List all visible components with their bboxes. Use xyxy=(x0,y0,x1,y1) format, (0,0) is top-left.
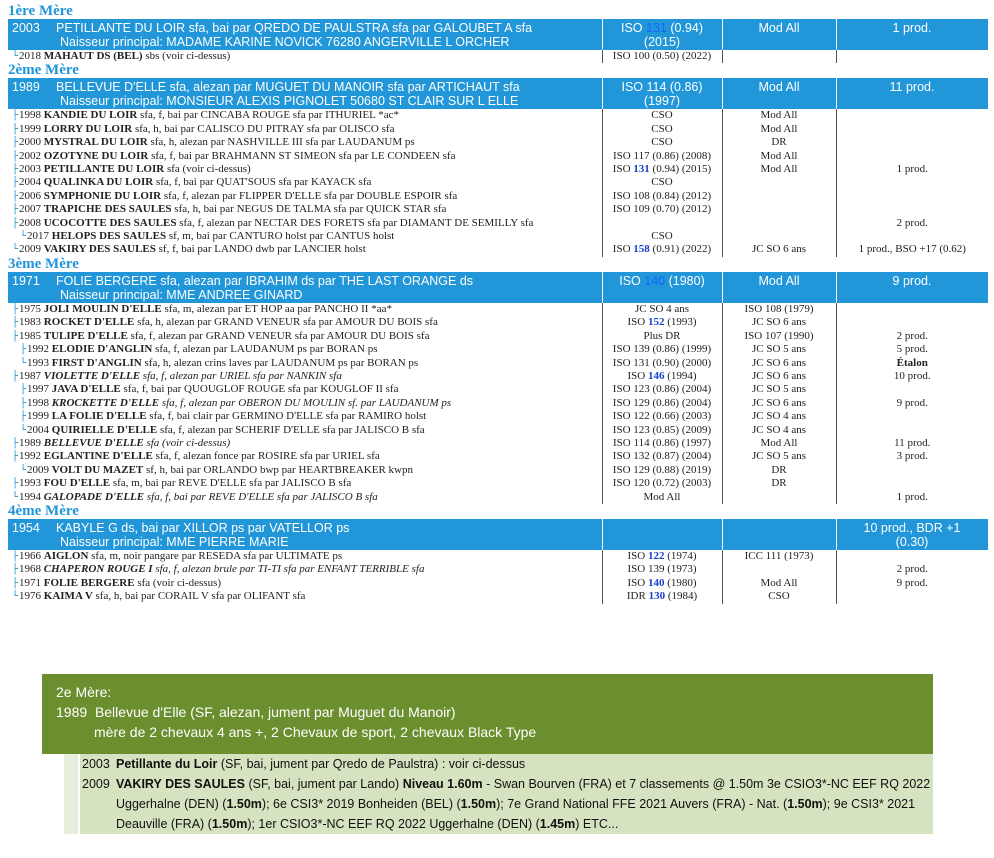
mere-table xyxy=(8,519,989,604)
mere-header xyxy=(8,19,988,50)
produit-name[interactable]: AIGLON xyxy=(43,549,89,562)
produit-prod: 1 prod. xyxy=(896,490,928,503)
produit-prod xyxy=(836,150,988,163)
produit-desc: sfa, f, bai par CINCABA ROUGE sfa par ITHURIEL *ac* xyxy=(137,109,399,122)
produit-year: 2002 xyxy=(19,149,44,162)
tree-connector-icon: └ xyxy=(20,231,27,243)
produit-year: 1993 xyxy=(27,356,52,369)
produit-desc: sfa, h, alezan par GRAND VENEUR sfa par AMOUR DU BOIS sfa xyxy=(134,316,438,329)
produit-discipline: JC SO 5 ans xyxy=(722,383,836,396)
produit-name[interactable]: SYMPHONIE DU LOIR xyxy=(43,189,162,202)
produit-row xyxy=(8,136,988,149)
tree-connector-icon: ├ xyxy=(12,577,19,589)
produit-discipline: JC SO 5 ans xyxy=(722,343,836,356)
produit-name[interactable]: TULIPE D'ELLE xyxy=(43,329,128,342)
mere-prod: 10 prod., BDR +1 (0.30) xyxy=(836,519,988,550)
produit-year: 1983 xyxy=(19,316,44,329)
produit-desc: sfa, f, alezan par SCHERIF D'ELLE sfa par JALISCO B sfa xyxy=(157,423,425,436)
produit-discipline: DR xyxy=(722,136,836,149)
produit-desc: sfa, f, bai par QUAT'SOUS sfa par KAYACK sfa xyxy=(153,176,372,189)
mere-header xyxy=(8,78,988,109)
produit-name[interactable]: UCOCOTTE DES SAULES xyxy=(43,216,177,229)
produit-iso: ISO 152 (1993) xyxy=(602,316,722,329)
produit-desc: sfa, f, alezan fonce par ROSIRE sfa par URIEL sfa xyxy=(152,450,380,463)
tree-connector-icon: ├ xyxy=(12,451,19,463)
produit-row xyxy=(8,190,988,203)
produit-year: 1989 xyxy=(19,436,44,449)
produit-iso: CSO xyxy=(602,230,722,243)
produit-year: 1985 xyxy=(19,329,44,342)
produit-name[interactable]: MYSTRAL DU LOIR xyxy=(43,136,148,149)
produit-prod: 9 prod. xyxy=(896,396,928,409)
produit-row xyxy=(8,357,988,370)
produit-prod xyxy=(836,203,988,216)
mere-prod: 9 prod. xyxy=(836,272,988,303)
naisseur: Naisseur principal: MME ANDREE GINARD xyxy=(60,287,303,302)
tree-connector-icon: ├ xyxy=(12,123,19,135)
mere-year: 1971 xyxy=(12,273,40,288)
produit-row xyxy=(8,163,988,176)
produit-desc: sfa, f, alezan par GRAND VENEUR sfa par AMOUR DU BOIS sfa xyxy=(127,329,430,342)
produit-discipline: Mod All xyxy=(722,150,836,163)
produit-row xyxy=(8,150,988,163)
produit-prod xyxy=(836,464,988,477)
produit-iso: ISO 100 (0.50) (2022) xyxy=(602,50,722,63)
produit-name[interactable]: JAVA D'ELLE xyxy=(51,383,121,396)
produit-iso: CSO xyxy=(602,123,722,136)
mere-name[interactable]: FOLIE BERGERE sfa, alezan par IBRAHIM ds par THE LAST ORANGE ds xyxy=(56,273,474,288)
produit-name[interactable]: FOLIE BERGERE xyxy=(43,576,135,589)
produit-desc: sfa, h, alezan par NASHVILLE III sfa par LAUDANUM ps xyxy=(147,136,415,149)
produit-prod xyxy=(836,550,988,563)
produit-discipline: Mod All xyxy=(722,577,836,590)
produit-row xyxy=(8,410,988,423)
produit-iso: CSO xyxy=(602,176,722,189)
produit-row xyxy=(8,316,988,329)
produit-name[interactable]: VOLT DU MAZET xyxy=(51,463,144,476)
produit-row xyxy=(8,577,988,590)
produit-name[interactable]: MAHAUT DS (BEL) xyxy=(43,50,143,62)
tree-connector-icon: ├ xyxy=(20,344,27,356)
tree-connector-icon: ├ xyxy=(12,564,19,576)
tree-connector-icon: ├ xyxy=(12,110,19,122)
produit-year: 1998 xyxy=(19,109,44,122)
mere-name[interactable]: KABYLE G ds, bai par XILLOR ps par VATELLOR ps xyxy=(56,520,350,535)
produit-desc: sfa (voir ci-dessus) xyxy=(164,163,251,176)
produit-discipline xyxy=(722,563,836,576)
produit-name[interactable]: CHAPERON ROUGE I xyxy=(43,563,153,576)
produit-discipline: Mod All xyxy=(722,123,836,136)
produit-name[interactable]: KANDIE DU LOIR xyxy=(43,109,138,122)
produit-prod xyxy=(836,410,988,423)
produit-prod xyxy=(836,590,988,603)
produit-prod xyxy=(836,424,988,437)
tree-connector-icon: ├ xyxy=(12,330,19,342)
produit-row xyxy=(8,176,988,189)
produit-iso: ISO 131 (0.90) (2000) xyxy=(602,357,722,370)
produit-discipline xyxy=(722,176,836,189)
mere-title: 2ème Mère xyxy=(8,62,79,79)
produit-discipline: JC SO 6 ans xyxy=(722,243,836,256)
mere-year: 2003 xyxy=(12,21,40,35)
produit-desc: sfa, m, bai par REVE D'ELLE sfa par JALISCO B sfa xyxy=(110,477,352,490)
summary-entry: 2003 Petillante du Loir (SF, bai, jument par Qredo de Paulstra) : voir ci-dessus xyxy=(82,757,526,771)
produit-prod: 2 prod. xyxy=(896,216,928,229)
produit-desc: sfa (voir ci-dessus) xyxy=(134,576,222,589)
produit-desc: sfa, h, bai par NEGUS DE TALMA sfa par QUICK STAR sfa xyxy=(171,203,447,216)
produit-discipline: JC SO 4 ans xyxy=(722,424,836,437)
produit-iso: JC SO 4 ans xyxy=(602,303,722,316)
produit-discipline: Mod All xyxy=(722,437,836,450)
summary-entry: 2009 VAKIRY DES SAULES (SF, bai, jument par Lando) Niveau 1.60m - Swan Bourven (FRA) et 7 classements @ 1.50m 3e CSIO3*-NC EEF RQ 2022 xyxy=(82,777,931,791)
produit-year: 1968 xyxy=(19,563,44,576)
tree-connector-icon: ├ xyxy=(20,397,27,409)
produit-name[interactable]: QUALINKA DU LOIR xyxy=(43,176,154,189)
produit-desc: sfa, m, noir pangare par RESEDA sfa par ULTIMATE ps xyxy=(88,549,343,562)
produit-year: 1994 xyxy=(19,490,44,503)
tree-connector-icon: ├ xyxy=(12,177,19,189)
mere-iso: ISO 140 (1980) xyxy=(602,272,722,303)
produit-row xyxy=(8,464,988,477)
produit-discipline xyxy=(722,50,836,63)
produit-year: 1975 xyxy=(19,302,44,315)
produit-desc: sfa, f, alezan par LAUDANUM ps par BORAN ps xyxy=(152,343,378,356)
produit-name[interactable]: VIOLETTE D'ELLE xyxy=(43,369,141,382)
produit-year: 2000 xyxy=(19,136,44,149)
produit-desc: sfa, f, alezan par URIEL sfa par NANKIN sfa xyxy=(140,369,342,382)
produit-year: 2006 xyxy=(19,189,44,202)
produit-year: 1976 xyxy=(19,590,44,603)
produit-prod xyxy=(836,316,988,329)
mere-iso xyxy=(602,519,722,550)
produit-row xyxy=(8,50,988,63)
produit-name[interactable]: OZOTYNE DU LOIR xyxy=(43,149,149,162)
mere-title: 1ère Mère xyxy=(8,3,73,19)
tree-connector-icon: ├ xyxy=(12,217,19,229)
produit-discipline: JC SO 4 ans xyxy=(722,410,836,423)
produit-desc: sfa, f, alezan brule par TI-TI sfa par ENFANT TERRIBLE sfa xyxy=(152,563,425,576)
produit-name[interactable]: ROCKET D'ELLE xyxy=(43,316,135,329)
produit-desc: sfa, f, bai par REVE D'ELLE sfa par JALISCO B sfa xyxy=(144,490,378,503)
produit-iso: ISO 139 (0.86) (1999) xyxy=(602,343,722,356)
produit-year: 2004 xyxy=(19,176,44,189)
produit-prod: 1 prod. xyxy=(896,163,928,176)
produit-prod: 11 prod. xyxy=(894,436,931,449)
produit-iso: ISO 146 (1994) xyxy=(602,370,722,383)
tree-connector-icon: ├ xyxy=(12,164,19,176)
produit-name[interactable]: VAKIRY DES SAULES xyxy=(43,243,156,256)
produit-year: 2017 xyxy=(27,230,52,243)
produit-desc: sfa, f, alezan par OBERON DU MOULIN sf. par LAUDANUM ps xyxy=(159,396,452,409)
tree-connector-icon: └ xyxy=(12,244,19,256)
mere-table xyxy=(8,272,989,504)
summary-entries xyxy=(80,754,933,834)
produit-name[interactable]: ELODIE D'ANGLIN xyxy=(51,343,153,356)
pedigree-tables xyxy=(8,4,988,604)
mere-header xyxy=(8,519,988,550)
tree-connector-icon: └ xyxy=(12,491,19,503)
produit-iso: Plus DR xyxy=(602,330,722,343)
produit-iso xyxy=(602,217,722,230)
naisseur: Naisseur principal: MME PIERRE MARIE xyxy=(60,534,289,549)
produit-row xyxy=(8,203,988,216)
produit-prod: 9 prod. xyxy=(896,576,928,589)
produit-discipline xyxy=(722,203,836,216)
produit-row xyxy=(8,383,988,396)
mere-title: 4ème Mère xyxy=(8,502,79,519)
produit-discipline: Mod All xyxy=(722,109,836,122)
produit-discipline: JC SO 6 ans xyxy=(722,397,836,410)
produit-iso: ISO 158 (0.91) (2022) xyxy=(602,243,722,256)
produit-desc: sfa, h, bai par CORAIL V sfa par OLIFANT sfa xyxy=(92,590,306,603)
produit-prod xyxy=(836,136,988,149)
produit-year: 1987 xyxy=(19,369,44,382)
produit-discipline: ICC 111 (1973) xyxy=(722,550,836,563)
produit-name[interactable]: PETILLANTE DU LOIR xyxy=(43,163,165,176)
tree-connector-icon: ├ xyxy=(12,204,19,216)
produit-desc: sfa (voir ci-dessus) xyxy=(143,436,231,449)
produit-discipline: ISO 107 (1990) xyxy=(722,330,836,343)
produit-prod xyxy=(836,477,988,490)
produit-iso: ISO 123 (0.85) (2009) xyxy=(602,424,722,437)
tree-connector-icon: ├ xyxy=(12,550,19,562)
mere-header xyxy=(8,272,988,303)
produit-name[interactable]: FIRST D'ANGLIN xyxy=(51,356,142,369)
tree-connector-icon: ├ xyxy=(20,384,27,396)
tree-connector-icon: ├ xyxy=(12,478,19,490)
produit-discipline xyxy=(722,230,836,243)
produit-row xyxy=(8,330,988,343)
produit-row xyxy=(8,437,988,450)
produit-row xyxy=(8,397,988,410)
mere-discipline: Mod All xyxy=(722,78,836,109)
summary-panel xyxy=(42,674,933,834)
produit-prod xyxy=(836,123,988,136)
produit-desc: sf, h, bai par ORLANDO bwp par HEARTBREAKER kwpn xyxy=(143,463,413,476)
produit-iso: ISO 109 (0.70) (2012) xyxy=(602,203,722,216)
produit-prod xyxy=(836,190,988,203)
tree-connector-icon: └ xyxy=(20,357,27,369)
produit-row xyxy=(8,370,988,383)
produit-row xyxy=(8,230,988,243)
produit-discipline xyxy=(722,217,836,230)
tree-connector-icon: ├ xyxy=(12,317,19,329)
produit-discipline: DR xyxy=(722,464,836,477)
produit-iso: ISO 123 (0.86) (2004) xyxy=(602,383,722,396)
produit-row xyxy=(8,491,988,504)
summary-horse: Bellevue d'Elle (SF, alezan, jument par Muguet du Manoir) xyxy=(94,704,456,720)
produit-name[interactable]: KROCKETTE D'ELLE xyxy=(51,396,160,409)
tree-connector-icon: ├ xyxy=(12,137,19,149)
produit-iso: ISO 122 (0.66) (2003) xyxy=(602,410,722,423)
produit-year: 2008 xyxy=(19,216,44,229)
produit-desc: sf, f, bai par LANDO dwb par LANCIER holst xyxy=(155,243,366,256)
produit-desc: sfa, f, bai clair par GERMINO D'ELLE sfa par RAMIRO holst xyxy=(146,410,427,423)
produit-discipline: ISO 108 (1979) xyxy=(722,303,836,316)
produit-discipline: JC SO 5 ans xyxy=(722,450,836,463)
produit-name[interactable]: EGLANTINE D'ELLE xyxy=(43,450,153,463)
produit-name[interactable]: FOU D'ELLE xyxy=(43,477,111,490)
produit-discipline xyxy=(722,491,836,504)
produit-year: 1997 xyxy=(27,383,52,396)
produit-iso: ISO 129 (0.88) (2019) xyxy=(602,464,722,477)
produit-row xyxy=(8,477,988,490)
produit-year: 2003 xyxy=(19,163,44,176)
produit-iso: ISO 131 (0.94) (2015) xyxy=(602,163,722,176)
produit-name[interactable]: QUIRIELLE D'ELLE xyxy=(51,423,158,436)
produit-prod xyxy=(836,383,988,396)
tree-connector-icon: ├ xyxy=(12,190,19,202)
produit-desc: sfa, h, bai par CALISCO DU PITRAY sfa par OLISCO sfa xyxy=(132,122,395,135)
mere-name[interactable]: PETILLANTE DU LOIR sfa, bai par QREDO DE PAULSTRA sfa par GALOUBET A sfa xyxy=(56,21,533,35)
produit-iso: ISO 132 (0.87) (2004) xyxy=(602,450,722,463)
produit-prod: 3 prod. xyxy=(896,450,928,463)
produit-row xyxy=(8,109,988,122)
produit-desc: sfa, f, bai par QUOUGLOF ROUGE sfa par KOUGLOF II sfa xyxy=(120,383,399,396)
produit-iso: IDR 130 (1984) xyxy=(602,590,722,603)
produit-iso: CSO xyxy=(602,136,722,149)
produit-year: 2007 xyxy=(19,203,44,216)
produit-row xyxy=(8,123,988,136)
produit-prod: 1 prod., BSO +17 (0.62) xyxy=(858,243,966,256)
produit-year: 1971 xyxy=(19,576,44,589)
naisseur: Naisseur principal: MONSIEUR ALEXIS PIGNOLET 50680 ST CLAIR SUR L ELLE xyxy=(60,94,519,109)
tree-connector-icon: └ xyxy=(12,591,19,603)
produit-iso: ISO 140 (1980) xyxy=(602,577,722,590)
produit-discipline: JC SO 6 ans xyxy=(722,357,836,370)
produit-prod xyxy=(836,109,988,122)
naisseur: Naisseur principal: MADAME KARINE NOVICK 76280 ANGERVILLE L ORCHER xyxy=(60,35,510,49)
tree-connector-icon: ├ xyxy=(12,437,19,449)
summary-stats: mère de 2 chevaux 4 ans +, 2 Chevaux de sport, 2 chevaux Black Type xyxy=(94,724,537,740)
summary-year: 1989 xyxy=(56,704,88,720)
summary-entry-cont: Deauville (FRA) (1.50m); 1er CSIO3*-NC EEF RQ 2022 Uggerhalne (DEN) (1.45m) ETC... xyxy=(116,817,619,831)
produit-row xyxy=(8,217,988,230)
produit-iso: Mod All xyxy=(602,491,722,504)
tree-connector-icon: └ xyxy=(20,424,27,436)
produit-desc: sf, m, bai par CANTURO holst par CANTUS holst xyxy=(166,230,395,243)
produit-discipline: Mod All xyxy=(722,163,836,176)
produit-row xyxy=(8,590,988,603)
tree-connector-icon: ├ xyxy=(20,411,27,423)
produit-desc: sfa, f, bai par BRAHMANN ST SIMEON sfa par LE CONDEEN sfa xyxy=(148,149,456,162)
mere-year: 1954 xyxy=(12,520,40,535)
produit-name[interactable]: TRAPICHE DES SAULES xyxy=(43,203,172,216)
tree-connector-icon: └ xyxy=(12,51,19,62)
produit-year: 1998 xyxy=(27,396,52,409)
mere-prod: 1 prod. xyxy=(836,19,988,50)
tree-connector-icon: ├ xyxy=(12,303,19,315)
mere-discipline: Mod All xyxy=(722,19,836,50)
produit-row xyxy=(8,424,988,437)
mere-iso: ISO 131 (0.94) (2015) xyxy=(602,19,722,50)
produit-year: 2009 xyxy=(19,243,44,256)
produit-year: 2004 xyxy=(27,423,52,436)
produit-year: 1999 xyxy=(27,410,52,423)
produit-iso: ISO 129 (0.86) (2004) xyxy=(602,397,722,410)
produit-name[interactable]: JOLI MOULIN D'ELLE xyxy=(43,302,162,315)
produit-prod: 2 prod. xyxy=(896,329,928,342)
summary-label: 2e Mère: xyxy=(56,684,112,700)
summary-entry-cont: Uggerhalne (DEN) (1.50m); 6e CSI3* 2019 Bonheiden (BEL) (1.50m); 7e Grand National FFE 2021 Auvers (FRA) - Nat. (1.50m); 9e CSI3* 2021 xyxy=(116,797,916,811)
mere-discipline xyxy=(722,519,836,550)
produit-year: 1966 xyxy=(19,549,44,562)
mere-prod: 11 prod. xyxy=(836,78,988,109)
produit-prod xyxy=(836,176,988,189)
produit-discipline: DR xyxy=(722,477,836,490)
produit-prod xyxy=(836,50,988,63)
produit-iso: ISO 114 (0.86) (1997) xyxy=(602,437,722,450)
mere-table xyxy=(8,78,989,256)
produit-iso: ISO 117 (0.86) (2008) xyxy=(602,150,722,163)
produit-desc: sfa, f, alezan par FLIPPER D'ELLE sfa par DOUBLE ESPOIR sfa xyxy=(161,189,458,202)
tree-connector-icon: └ xyxy=(20,464,27,476)
produit-discipline xyxy=(722,190,836,203)
mere-discipline: Mod All xyxy=(722,272,836,303)
produit-desc: sfa, m, alezan par ET HOP aa par PANCHO II *aa* xyxy=(161,302,392,315)
produit-year: 1993 xyxy=(19,477,44,490)
mere-table xyxy=(8,19,989,63)
tree-connector-icon: ├ xyxy=(12,370,19,382)
produit-year: 2009 xyxy=(27,463,52,476)
produit-row xyxy=(8,550,988,563)
produit-name[interactable]: KAIMA V xyxy=(43,590,93,603)
produit-prod: 10 prod. xyxy=(893,369,931,382)
produit-iso: CSO xyxy=(602,109,722,122)
produit-year: 2018 xyxy=(19,50,44,62)
produit-row xyxy=(8,563,988,576)
produit-year: 1999 xyxy=(19,122,44,135)
produit-row xyxy=(8,243,988,256)
produit-iso: ISO 122 (1974) xyxy=(602,550,722,563)
produit-prod: 5 prod. xyxy=(896,343,928,356)
mere-name[interactable]: BELLEVUE D'ELLE sfa, alezan par MUGUET DU MANOIR sfa par ARTICHAUT sfa xyxy=(56,80,520,95)
produit-iso: ISO 108 (0.84) (2012) xyxy=(602,190,722,203)
produit-iso: ISO 139 (1973) xyxy=(602,563,722,576)
produit-name[interactable]: HELOPS DES SAULES xyxy=(51,230,167,243)
produit-year: 1992 xyxy=(19,450,44,463)
produit-name[interactable]: GALOPADE D'ELLE xyxy=(43,490,145,503)
produit-iso: ISO 120 (0.72) (2003) xyxy=(602,477,722,490)
produit-desc: sfa, h, alezan crins laves par LAUDANUM ps par BORAN ps xyxy=(141,356,419,369)
produit-row xyxy=(8,343,988,356)
produit-row xyxy=(8,450,988,463)
produit-desc: sbs (voir ci-dessus) xyxy=(142,50,231,62)
tree-connector-icon: ├ xyxy=(12,150,19,162)
produit-name[interactable]: LORRY DU LOIR xyxy=(43,122,133,135)
produit-discipline: CSO xyxy=(722,590,836,603)
produit-prod xyxy=(836,303,988,316)
mere-iso: ISO 114 (0.86) (1997) xyxy=(602,78,722,109)
produit-desc: sfa, f, alezan par NECTAR DES FORETS sfa par DIAMANT DE SEMILLY sfa xyxy=(176,216,534,229)
produit-year: 1992 xyxy=(27,343,52,356)
produit-prod: 2 prod. xyxy=(896,563,928,576)
produit-name[interactable]: BELLEVUE D'ELLE xyxy=(43,436,144,449)
produit-prod: Étalon xyxy=(896,356,928,369)
mere-year: 1989 xyxy=(12,80,40,95)
summary-header xyxy=(42,674,933,754)
produit-prod xyxy=(836,230,988,243)
produit-name[interactable]: LA FOLIE D'ELLE xyxy=(51,410,147,423)
produit-discipline: JC SO 6 ans xyxy=(722,370,836,383)
mere-title: 3ème Mère xyxy=(8,255,79,272)
produit-discipline: JC SO 6 ans xyxy=(722,316,836,329)
produit-row xyxy=(8,303,988,316)
